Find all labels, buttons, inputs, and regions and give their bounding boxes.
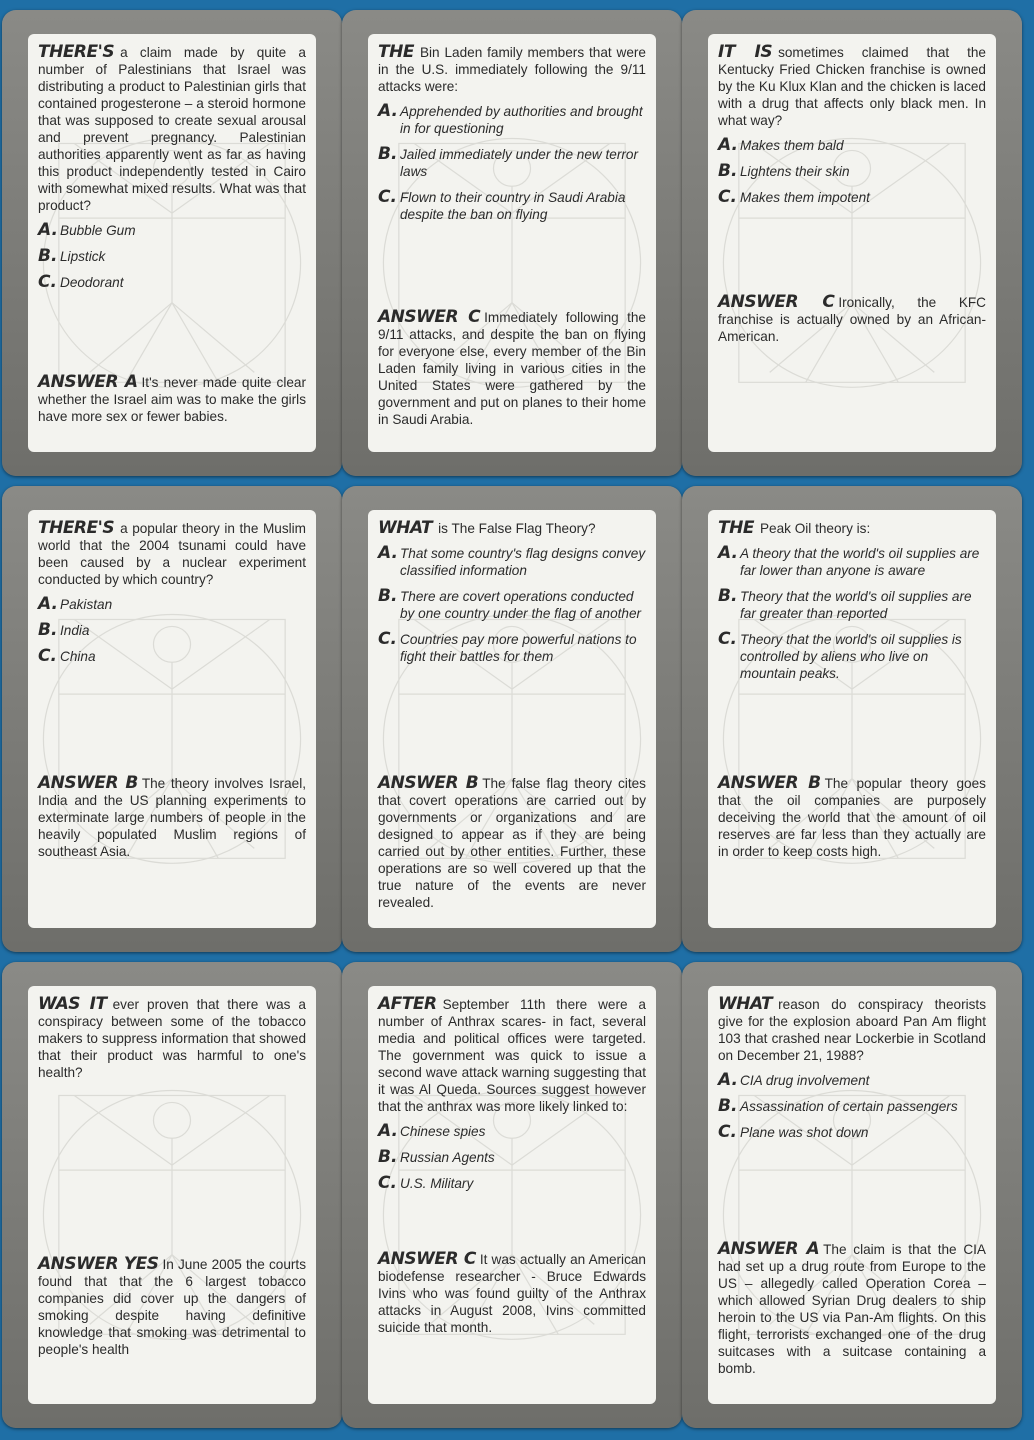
- card-content: [38, 996, 306, 1396]
- answer-option: [38, 248, 306, 265]
- question-body: a claim made by quite a number of Palestinians that Israel was distributing a product to Palestinian girls that contained progesterone – a steroid hormone that was supposed to create sexual arousal and prevent pregnancy. Palestinian authorities apparently went as far as having this product independently tested in Cairo with somewhat mixed results. What was that product?: [38, 45, 306, 213]
- answer-options: [718, 137, 986, 206]
- option-letter: C.: [718, 1122, 737, 1142]
- answer-label: ANSWER A: [718, 1239, 820, 1259]
- option-letter: B.: [718, 586, 738, 606]
- answer-options: [718, 545, 986, 682]
- option-letter: A.: [718, 1070, 738, 1090]
- answer-options: [378, 545, 646, 665]
- answer-body: The popular theory goes that the oil companies are purposely deceiving the world that the amount of oil reserves are far less than they actually are in order to keep costs high.: [718, 776, 986, 859]
- option-letter: B.: [378, 144, 398, 164]
- option-text: Lightens their skin: [740, 164, 850, 179]
- question-lead: THERE'S: [38, 518, 115, 538]
- option-text: Countries pay more powerful nations to fight their battles for them: [400, 632, 637, 664]
- question-text: [378, 996, 646, 1115]
- option-text: China: [60, 649, 96, 664]
- question-body: a popular theory in the Muslim world that the 2004 tsunami could have been caused by a nuclear experiment conducted by which country?: [38, 521, 306, 587]
- card-face: [368, 510, 656, 928]
- answer-label: ANSWER A: [38, 372, 138, 392]
- answer-option: [718, 163, 986, 180]
- card-content: [38, 520, 306, 920]
- option-letter: B.: [378, 586, 398, 606]
- trivia-card: [682, 962, 1022, 1428]
- card-content: [38, 44, 306, 444]
- answer-body: The claim is that the CIA had set up a drug route from Europe to the US – allegedly called Operation Corea – which allowed Syrian Drug dealers to ship heroin to the US via Pan-Am flights. On this flight, terrorists exchanged one of the drug suitcases with a suitcase containing a bomb.: [718, 1242, 986, 1376]
- option-text: Pakistan: [60, 597, 113, 612]
- card-content: [718, 996, 986, 1396]
- answer-text: [718, 1241, 986, 1377]
- option-letter: C.: [38, 646, 57, 666]
- question-text: [378, 520, 646, 537]
- card-face: [708, 34, 996, 452]
- option-text: U.S. Military: [400, 1176, 474, 1191]
- answer-option: [718, 1072, 986, 1089]
- answer-option: [378, 545, 646, 579]
- option-letter: A.: [38, 594, 58, 614]
- option-text: Theory that the world's oil supplies are far greater than reported: [740, 589, 972, 621]
- card-content: [718, 44, 986, 444]
- option-text: Bubble Gum: [60, 223, 136, 238]
- answer-text: [378, 1251, 646, 1336]
- answer-text: [38, 775, 306, 860]
- option-text: A theory that the world's oil supplies are far lower than anyone is aware: [740, 546, 980, 578]
- question-lead: IT IS: [718, 42, 773, 62]
- option-text: Assassination of certain passengers: [740, 1099, 958, 1114]
- question-body: September 11th there were a number of Anthrax scares- in fact, several media and political offices were targeted. The government was quick to issue a second wave attack warning suggesting that it was Al Queda. Sources suggest however that the anthrax was more likely linked to:: [378, 997, 646, 1114]
- option-text: Apprehended by authorities and brought in for questioning: [400, 104, 643, 136]
- option-letter: B.: [38, 620, 58, 640]
- answer-text: [378, 309, 646, 428]
- answer-option: [38, 274, 306, 291]
- answer-option: [38, 648, 306, 665]
- card-content: [378, 520, 646, 920]
- answer-body: It's never made quite clear whether the Israel aim was to make the girls have more sex or fewer babies.: [38, 375, 306, 424]
- option-text: CIA drug involvement: [740, 1073, 870, 1088]
- question-body: Bin Laden family members that were in the U.S. immediately following the 9/11 attacks were:: [378, 45, 646, 94]
- trivia-card: [2, 962, 342, 1428]
- answer-body: Immediately following the 9/11 attacks, and despite the ban on flying for everyone else, every member of the Bin Laden family living in various cities in the United States were gathered by the government and put on planes to their home in Saudi Arabia.: [378, 310, 646, 427]
- question-lead: THERE'S: [38, 42, 115, 62]
- answer-option: [38, 222, 306, 239]
- question-body: sometimes claimed that the Kentucky Fried Chicken franchise is owned by the Ku Klux Klan and the chicken is laced with a drug that affects only black men. In what way?: [718, 45, 986, 128]
- answer-option: [38, 596, 306, 613]
- answer-option: [718, 1124, 986, 1141]
- answer-option: [718, 631, 986, 682]
- answer-body: In June 2005 the courts found that that the 6 largest tobacco companies did cover up the dangers of smoking despite having definitive knowledge that smoking was detrimental to people's health: [38, 1257, 307, 1357]
- option-letter: C.: [718, 187, 737, 207]
- answer-label: ANSWER B: [38, 773, 138, 793]
- option-letter: B.: [378, 1147, 398, 1167]
- card-face: [28, 34, 316, 452]
- answer-body: The false flag theory cites that covert operations are carried out by governments or organizations and are designed to appear as if they are being carried out by other entities. Further, these operations are so well covered up that the true nature of the events are never revealed.: [378, 776, 646, 910]
- option-text: Jailed immediately under the new terror laws: [400, 147, 639, 179]
- answer-label: ANSWER C: [718, 292, 835, 312]
- answer-option: [718, 137, 986, 154]
- option-letter: A.: [378, 543, 398, 563]
- card-face: [708, 986, 996, 1404]
- answer-option: [378, 189, 646, 223]
- answer-text: [378, 775, 646, 911]
- question-body: Peak Oil theory is:: [759, 521, 871, 536]
- option-letter: C.: [378, 1173, 397, 1193]
- trivia-card: [342, 10, 682, 476]
- answer-option: [718, 1098, 986, 1115]
- answer-body: Ironically, the KFC franchise is actually owned by an African-American.: [718, 295, 987, 344]
- answer-text: [718, 294, 986, 345]
- card-face: [28, 510, 316, 928]
- answer-label: ANSWER B: [718, 773, 821, 793]
- option-text: Chinese spies: [400, 1124, 486, 1139]
- option-letter: A.: [718, 543, 738, 563]
- trivia-card: [2, 10, 342, 476]
- answer-text: [38, 1256, 306, 1358]
- option-letter: A.: [38, 220, 58, 240]
- question-text: [718, 44, 986, 129]
- question-text: [718, 996, 986, 1064]
- option-letter: C.: [378, 629, 397, 649]
- trivia-card: [342, 486, 682, 952]
- answer-option: [378, 1175, 646, 1192]
- answer-option: [378, 588, 646, 622]
- answer-options: [378, 103, 646, 223]
- answer-option: [378, 631, 646, 665]
- option-text: That some country's flag designs convey classified information: [400, 546, 646, 578]
- trivia-card: [342, 962, 682, 1428]
- question-lead: WAS IT: [38, 994, 107, 1014]
- question-lead: WHAT: [378, 518, 433, 538]
- question-text: [38, 44, 306, 214]
- option-letter: A.: [718, 135, 738, 155]
- option-letter: C.: [718, 629, 737, 649]
- answer-option: [378, 1149, 646, 1166]
- option-text: India: [60, 623, 90, 638]
- answer-label: ANSWER C: [378, 307, 481, 327]
- trivia-card: [682, 486, 1022, 952]
- option-text: Theory that the world's oil supplies is controlled by aliens who live on mountain peaks.: [740, 632, 962, 681]
- answer-option: [378, 1123, 646, 1140]
- option-letter: A.: [378, 101, 398, 121]
- question-lead: THE: [378, 42, 414, 62]
- question-lead: WHAT: [718, 994, 773, 1014]
- answer-options: [378, 1123, 646, 1192]
- answer-label: ANSWER C: [378, 1249, 476, 1269]
- answer-label: ANSWER B: [378, 773, 479, 793]
- card-content: [378, 44, 646, 444]
- question-body: reason do conspiracy theorists give for the explosion aboard Pan Am flight 103 that crashed near Lockerbie in Scotland on December 21, 1988?: [718, 997, 986, 1063]
- trivia-card: [682, 10, 1022, 476]
- card-face: [368, 986, 656, 1404]
- option-letter: B.: [718, 161, 738, 181]
- option-letter: C.: [38, 272, 57, 292]
- answer-label: ANSWER YES: [38, 1254, 159, 1274]
- question-text: [378, 44, 646, 95]
- answer-option: [718, 189, 986, 206]
- answer-option: [38, 622, 306, 639]
- card-content: [378, 996, 646, 1396]
- answer-body: It was actually an American biodefense researcher - Bruce Edwards Ivins who was found guilty of the Anthrax attacks in August 2008, Ivins committed suicide that month.: [378, 1252, 646, 1335]
- question-text: [718, 520, 986, 537]
- question-body: ever proven that there was a conspiracy between some of the tobacco makers to suppress information that showed that their product was harmful to one's health?: [38, 997, 306, 1080]
- card-face: [708, 510, 996, 928]
- card-content: [718, 520, 986, 920]
- answer-options: [38, 222, 306, 291]
- option-letter: B.: [718, 1096, 738, 1116]
- option-text: Flown to their country in Saudi Arabia despite the ban on flying: [400, 190, 626, 222]
- question-text: [38, 520, 306, 588]
- answer-option: [718, 545, 986, 579]
- option-letter: A.: [378, 1121, 398, 1141]
- answer-options: [38, 596, 306, 665]
- answer-option: [378, 103, 646, 137]
- answer-option: [718, 588, 986, 622]
- option-text: Russian Agents: [400, 1150, 495, 1165]
- option-letter: C.: [378, 187, 397, 207]
- answer-body: The theory involves Israel, India and the US planning experiments to exterminate large numbers of people in the heavily populated Muslim regions of southeast Asia.: [38, 776, 306, 859]
- answer-text: [718, 775, 986, 860]
- answer-text: [38, 374, 306, 425]
- option-text: Plane was shot down: [740, 1125, 869, 1140]
- card-face: [28, 986, 316, 1404]
- question-lead: THE: [718, 518, 754, 538]
- option-text: Makes them impotent: [740, 190, 870, 205]
- card-face: [368, 34, 656, 452]
- trivia-card: [2, 486, 342, 952]
- option-text: Makes them bald: [740, 138, 844, 153]
- answer-option: [378, 146, 646, 180]
- option-letter: B.: [38, 246, 58, 266]
- option-text: Deodorant: [60, 275, 124, 290]
- question-body: is The False Flag Theory?: [438, 521, 596, 536]
- question-lead: AFTER: [378, 994, 437, 1014]
- option-text: Lipstick: [60, 249, 106, 264]
- option-text: There are covert operations conducted by one country under the flag of another: [400, 589, 642, 621]
- question-text: [38, 996, 306, 1081]
- answer-options: [718, 1072, 986, 1141]
